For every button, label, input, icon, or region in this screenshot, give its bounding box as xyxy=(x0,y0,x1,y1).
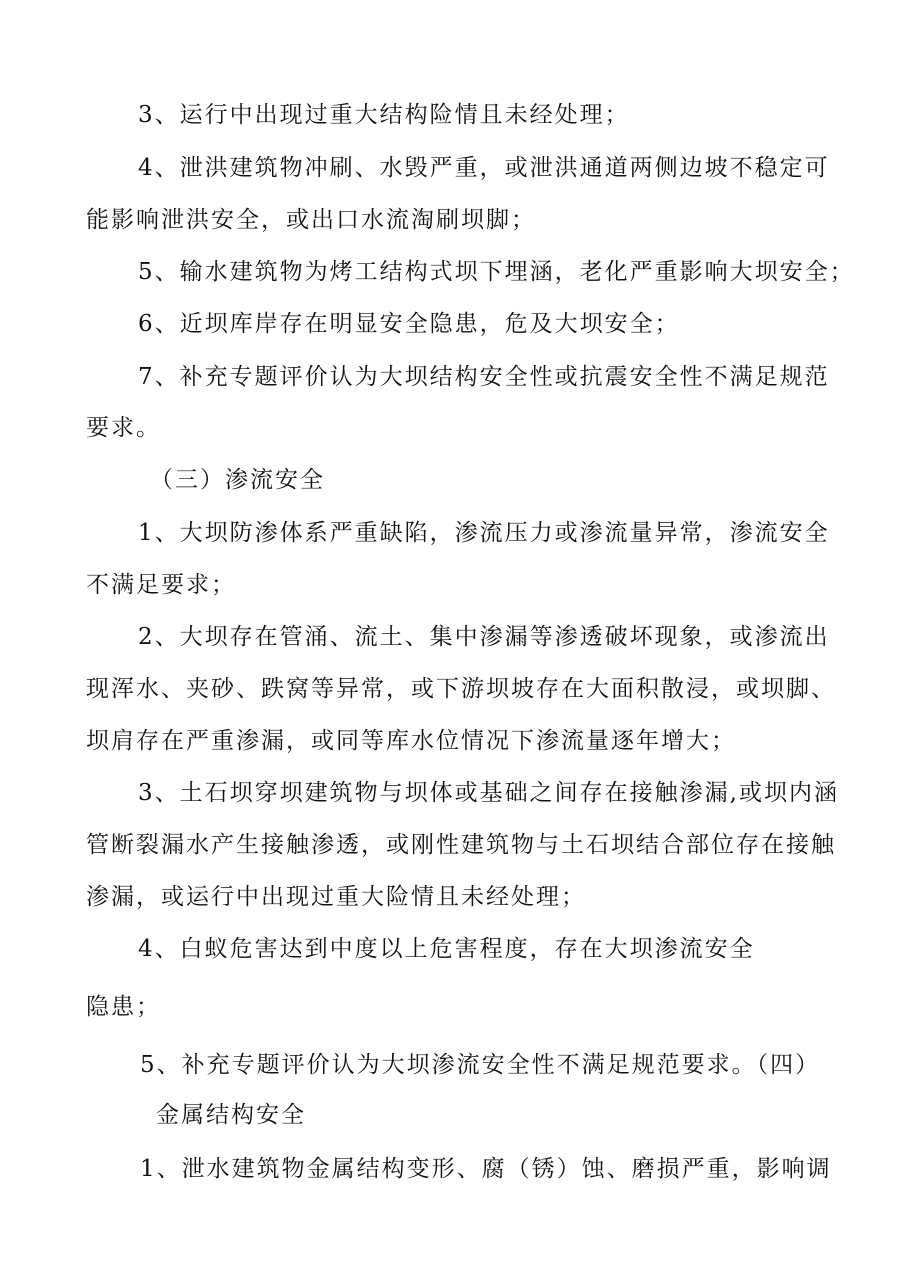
text-line: 2、大坝存在管涌、流土、集中渗漏等渗透破坏现象，或渗流出 xyxy=(138,624,830,650)
text-line: 隐患； xyxy=(86,994,161,1020)
section-heading: （三）渗流安全 xyxy=(150,467,325,493)
section-heading: 金属结构安全 xyxy=(156,1102,306,1128)
text-line: 不满足要求； xyxy=(86,572,236,598)
text-line: 能影响泄洪安全，或出口水流淘刷坝脚； xyxy=(86,207,536,233)
text-line: 渗漏，或运行中出现过重大险情且未经处理； xyxy=(86,884,586,910)
text-line: 1、泄水建筑物金属结构变形、腐（锈）蚀、磨损严重，影响调 xyxy=(140,1156,832,1182)
text-line: 现浑水、夹砂、跌窝等异常，或下游坝坡存在大面积散浸，或坝脚、 xyxy=(86,676,836,702)
text-line: 1、大坝防渗体系严重缺陷，渗流压力或渗流量异常，渗流安全 xyxy=(138,520,830,546)
text-line: 要求。 xyxy=(86,415,161,441)
text-line: 7、补充专题评价认为大坝结构安全性或抗震安全性不满足规范 xyxy=(138,364,830,390)
text-line: 4、白蚁危害达到中度以上危害程度，存在大坝渗流安全 xyxy=(138,936,755,962)
text-line: 3、运行中出现过重大结构险情且未经处理； xyxy=(138,102,630,128)
text-line: 3、土石坝穿坝建筑物与坝体或基础之间存在接触渗漏,或坝内涵 xyxy=(138,780,839,806)
text-line: 坝肩存在严重渗漏，或同等库水位情况下渗流量逐年增大； xyxy=(86,728,736,754)
text-line: 6、近坝库岸存在明显安全隐患，危及大坝安全； xyxy=(138,311,680,337)
text-line: 5、补充专题评价认为大坝渗流安全性不满足规范要求。（四） xyxy=(140,1052,821,1078)
text-line: 4、泄洪建筑物冲刷、水毁严重，或泄洪通道两侧边坡不稳定可 xyxy=(138,155,830,181)
text-line: 5、输水建筑物为烤工结构式坝下埋涵，老化严重影响大坝安全； xyxy=(138,259,855,285)
text-line: 管断裂漏水产生接触渗透，或刚性建筑物与土石坝结合部位存在接触 xyxy=(86,832,836,858)
